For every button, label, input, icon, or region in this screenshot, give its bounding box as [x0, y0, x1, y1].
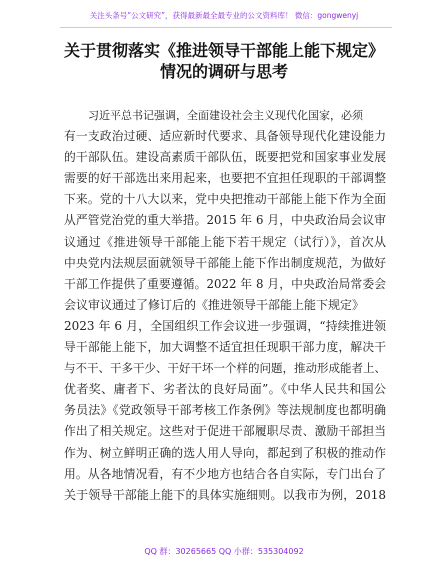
body-line: 中央党内法规层面就领导干部能上能下作出制度规范，为做好 — [64, 255, 386, 270]
body-line: 有一支政治过硬、适应新时代要求、具备领导现代化建设能力 — [64, 129, 386, 144]
body-line: 优者奖、庸者下、劣者汰的良好局面”。《中华人民共和国公 — [64, 382, 386, 397]
body-line: 关于领导干部能上能下的具体实施细则。以我市为例，2018 — [64, 487, 386, 502]
header-divider — [60, 27, 392, 28]
body-line: 导干部能上能下，加大调整不适宜担任现职干部力度，解决干 — [64, 340, 386, 355]
body-line: 干部工作提供了重要遵循。2022 年 8 月，中央政治局常委会 — [64, 276, 386, 291]
body-line: 用。从各地情况看，有不少地方也结合各自实际，专门出台了 — [64, 466, 386, 481]
body-line: 务员法》《党政领导干部考核工作条例》等法规制度也都明确 — [64, 403, 386, 418]
body-line: 下来。党的十八大以来，党中央把推动干部能上能下作为全面 — [64, 192, 386, 207]
body-line: 的干部队伍。建设高素质干部队伍，既要把党和国家事业发展 — [64, 150, 386, 165]
body-line: 作为、树立鲜明正确的选人用人导向，都起到了积极的推动作 — [64, 445, 386, 460]
body-line: 议通过《推进领导干部能上能下若干规定（试行）》，首次从 — [64, 234, 386, 249]
body-line: 会议审议通过了修订后的《推进领导干部能上能下规定》 — [64, 297, 365, 312]
body-line: 需要的好干部选出来用起来，也要把不宜担任现职的干部调整 — [64, 171, 386, 186]
body-line: 习近平总书记强调，全面建设社会主义现代化国家，必须 — [88, 109, 363, 122]
header-banner: 关注头条号“公文研究”，获得最新最全最专业的公文资料库！ 微信：gongwenyj — [89, 11, 359, 20]
body-line: 从严管党治党的重大举措。2015 年 6 月，中央政治局会议审 — [64, 213, 386, 228]
footer-contact: QQ 群：30265665 QQ 小群：535304092 — [144, 547, 304, 556]
title-line-2: 情况的调研与思考 — [159, 62, 288, 81]
body-line: 作出了相关规定。这些对于促进干部履职尽责、激励干部担当 — [64, 424, 386, 439]
body-line: 与不干、干多干少、干好干坏一个样的问题，推动形成能者上、 — [64, 361, 386, 376]
title-line-1: 关于贯彻落实《推进领导干部能上能下规定》 — [63, 41, 384, 60]
document-body — [64, 105, 386, 506]
body-line: 2023 年 6 月，全国组织工作会议进一步强调，“持续推进领 — [64, 318, 386, 333]
document-title — [0, 40, 448, 82]
